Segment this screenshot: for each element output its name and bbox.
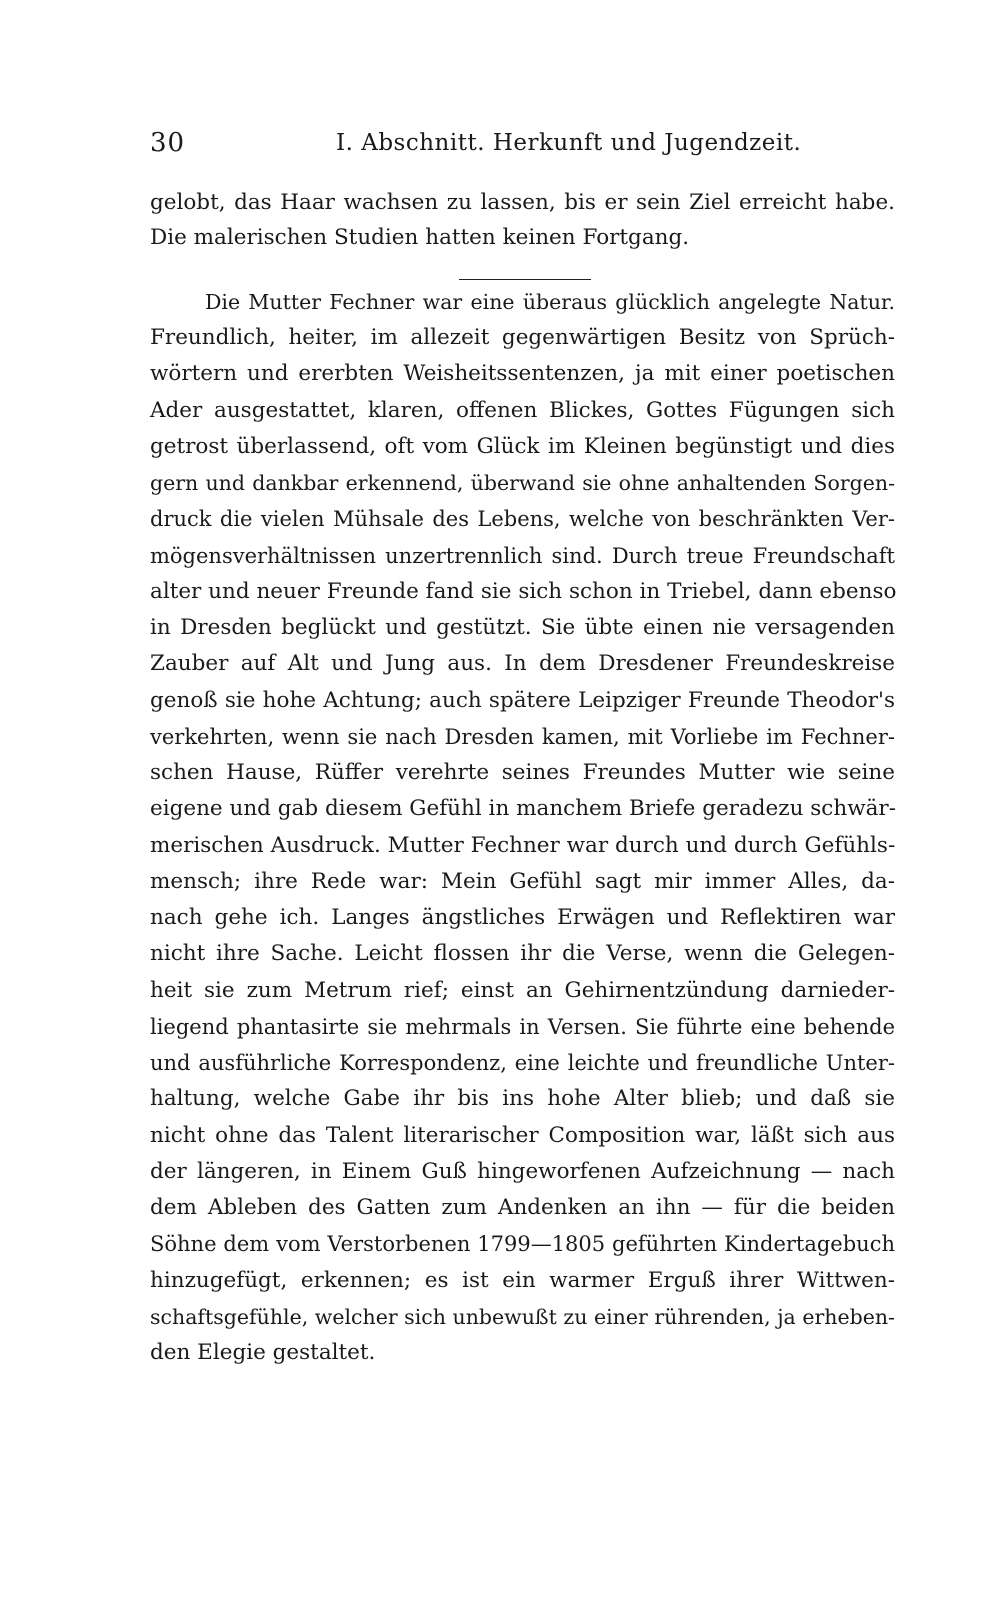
text-line: Die malerischen Studien hatten keinen Fortgang. xyxy=(150,225,690,250)
text-line: nach gehe ich. Langes ängstliches Erwägen und Reflektiren war xyxy=(150,905,895,930)
section-divider xyxy=(459,279,591,280)
page-number: 30 xyxy=(150,128,186,158)
text-line: gelobt, das Haar wachsen zu lassen, bis er sein Ziel erreicht habe. xyxy=(150,190,895,215)
text-line: in Dresden beglückt und gestützt. Sie übte einen nie versagenden xyxy=(150,615,895,640)
text-line: heit sie zum Metrum rief; einst an Gehirnentzündung darnieder- xyxy=(150,978,895,1003)
text-line: gern und dankbar erkennend, überwand sie ohne anhaltenden Sorgen- xyxy=(150,471,895,495)
text-line: hinzugefügt, erkennen; es ist ein warmer Erguß ihrer Wittwen- xyxy=(150,1268,895,1293)
text-line: Söhne dem vom Verstorbenen 1799—1805 geführten Kindertagebuch xyxy=(150,1232,895,1256)
text-line: schaftsgefühle, welcher sich unbewußt zu einer rührenden, ja erheben- xyxy=(150,1305,895,1329)
text-line: alter und neuer Freunde fand sie sich schon in Triebel, dann ebenso xyxy=(150,579,897,604)
text-line: Die Mutter Fechner war eine überaus glücklich angelegte Natur. xyxy=(205,290,895,314)
text-line: und ausführliche Korrespondenz, eine leichte und freundliche Unter- xyxy=(150,1051,895,1075)
text-line: liegend phantasirte sie mehrmals in Versen. Sie führte eine behende xyxy=(150,1015,895,1039)
text-line: dem Ableben des Gatten zum Andenken an ihn — für die beiden xyxy=(150,1195,895,1220)
text-line: mögensverhältnissen unzertrennlich sind. Durch treue Freundschaft xyxy=(150,544,895,568)
text-line: nicht ohne das Talent literarischer Composition war, läßt sich aus xyxy=(150,1123,895,1148)
text-line: Zauber auf Alt und Jung aus. In dem Dresdener Freundeskreise xyxy=(150,651,895,676)
text-line: druck die vielen Mühsale des Lebens, welche von beschränkten Ver- xyxy=(150,507,895,531)
text-line: eigene und gab diesem Gefühl in manchem Briefe geradezu schwär- xyxy=(150,796,896,821)
running-title: I. Abschnitt. Herkunft und Jugendzeit. xyxy=(336,130,802,156)
text-line: den Elegie gestaltet. xyxy=(150,1340,376,1365)
text-line: der längeren, in Einem Guß hingeworfenen Aufzeichnung — nach xyxy=(150,1159,895,1184)
text-line: merischen Ausdruck. Mutter Fechner war durch und durch Gefühls- xyxy=(150,833,896,858)
text-line: haltung, welche Gabe ihr bis ins hohe Alter blieb; und daß sie xyxy=(150,1086,895,1111)
text-line: nicht ihre Sache. Leicht flossen ihr die Verse, wenn die Gelegen- xyxy=(150,941,895,966)
text-line: schen Hause, Rüffer verehrte seines Freundes Mutter wie seine xyxy=(150,760,895,785)
text-line: Ader ausgestattet, klaren, offenen Blickes, Gottes Fügungen sich xyxy=(150,398,895,423)
text-line: genoß sie hohe Achtung; auch spätere Leipziger Freunde Theodor's xyxy=(150,688,895,713)
page-header xyxy=(150,128,910,168)
text-line: verkehrten, wenn sie nach Dresden kamen, mit Vorliebe im Fechner- xyxy=(150,725,895,749)
text-line: mensch; ihre Rede war: Mein Gefühl sagt mir immer Alles, da- xyxy=(150,869,895,894)
text-line: wörtern und ererbten Weisheitssentenzen, ja mit einer poetischen xyxy=(150,361,895,386)
text-line: Freundlich, heiter, im allezeit gegenwärtigen Besitz von Sprüch- xyxy=(150,325,895,350)
text-line: getrost überlassend, oft vom Glück im Kleinen begünstigt und dies xyxy=(150,434,895,459)
